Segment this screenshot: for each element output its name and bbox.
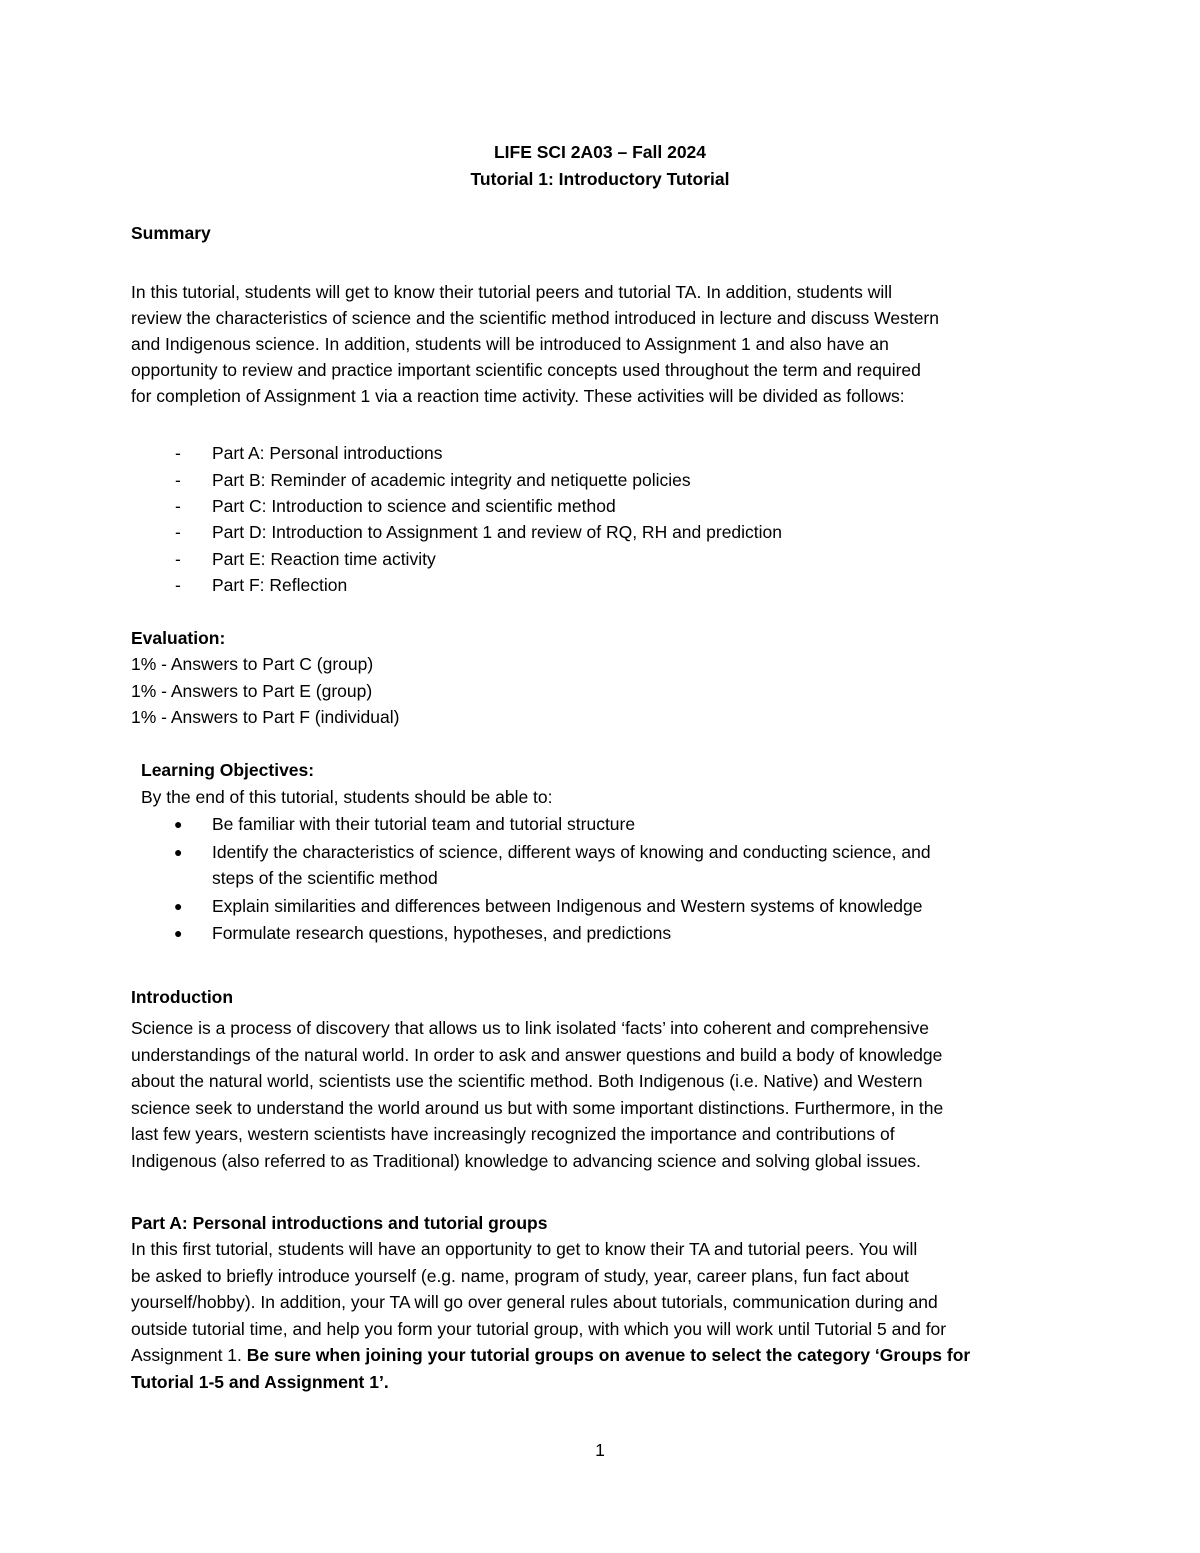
summary-line: for completion of Assignment 1 via a reaction time activity. These activities will be divided as follows: <box>131 386 905 406</box>
introduction-line: last few years, western scientists have increasingly recognized the importance and contributions of <box>131 1124 895 1144</box>
evaluation-heading: Evaluation: <box>131 628 226 648</box>
introduction-line: science seek to understand the world around us but with some important distinctions. Furthermore, in the <box>131 1098 944 1118</box>
evaluation-item: 1% - Answers to Part E (group) <box>131 681 373 701</box>
part-list-item: Part E: Reaction time activity <box>212 549 436 569</box>
course-title: LIFE SCI 2A03 – Fall 2024 <box>493 142 707 162</box>
bullet-icon: ● <box>174 925 183 941</box>
part-a-line <box>131 1342 970 1368</box>
part-a-bold-text: Be sure when joining your tutorial groups on avenue to select the category ‘Groups for <box>246 1345 971 1365</box>
list-dash: - <box>175 443 181 463</box>
objectives-intro: By the end of this tutorial, students should be able to: <box>141 787 553 807</box>
introduction-line: about the natural world, scientists use the scientific method. Both Indigenous (i.e. Native) and Western <box>131 1071 923 1091</box>
list-dash: - <box>175 549 181 569</box>
part-a-line: yourself/hobby). In addition, your TA will go over general rules about tutorials, communication during and <box>131 1292 938 1312</box>
list-dash: - <box>175 522 181 542</box>
bullet-icon: ● <box>174 898 183 914</box>
objective-item-continued: steps of the scientific method <box>212 868 438 888</box>
part-list-item: Part B: Reminder of academic integrity and netiquette policies <box>212 470 691 490</box>
introduction-heading: Introduction <box>131 987 234 1007</box>
part-list-item: Part F: Reflection <box>212 575 348 595</box>
bullet-icon: ● <box>174 844 183 860</box>
list-dash: - <box>175 496 181 516</box>
objective-item: Formulate research questions, hypotheses, and predictions <box>212 923 672 943</box>
part-list-item: Part A: Personal introductions <box>212 443 443 463</box>
introduction-line: Science is a process of discovery that allows us to link isolated ‘facts’ into coherent and comprehensive <box>131 1018 929 1038</box>
evaluation-item: 1% - Answers to Part F (individual) <box>131 707 400 727</box>
objectives-heading: Learning Objectives: <box>141 760 315 780</box>
part-list-item: Part D: Introduction to Assignment 1 and review of RQ, RH and prediction <box>212 522 783 542</box>
list-dash: - <box>175 470 181 490</box>
part-a-plain-text: Assignment 1. <box>131 1345 247 1365</box>
objective-item: Identify the characteristics of science, different ways of knowing and conducting science, and <box>212 842 931 862</box>
list-dash: - <box>175 575 181 595</box>
part-a-heading: Part A: Personal introductions and tutorial groups <box>131 1213 548 1233</box>
summary-line: and Indigenous science. In addition, students will be introduced to Assignment 1 and also have an <box>131 334 889 354</box>
bullet-icon: ● <box>174 816 183 832</box>
page-number: 1 <box>595 1440 605 1460</box>
objective-item: Be familiar with their tutorial team and tutorial structure <box>212 814 636 834</box>
summary-line: opportunity to review and practice important scientific concepts used throughout the term and required <box>131 360 921 380</box>
objective-item: Explain similarities and differences between Indigenous and Western systems of knowledge <box>212 896 923 916</box>
part-a-bold-line: Tutorial 1-5 and Assignment 1’. <box>131 1372 389 1392</box>
part-a-line: In this first tutorial, students will have an opportunity to get to know their TA and tutorial peers. You will <box>131 1239 918 1259</box>
introduction-line: understandings of the natural world. In order to ask and answer questions and build a body of knowledge <box>131 1045 943 1065</box>
part-a-line: be asked to briefly introduce yourself (e.g. name, program of study, year, career plans, fun fact about <box>131 1266 909 1286</box>
part-list-item: Part C: Introduction to science and scientific method <box>212 496 616 516</box>
tutorial-title: Tutorial 1: Introductory Tutorial <box>470 169 730 189</box>
summary-heading: Summary <box>131 223 211 243</box>
summary-line: review the characteristics of science and the scientific method introduced in lecture and discuss Western <box>131 308 939 328</box>
evaluation-item: 1% - Answers to Part C (group) <box>131 654 374 674</box>
summary-line: In this tutorial, students will get to know their tutorial peers and tutorial TA. In addition, students will <box>131 282 892 302</box>
introduction-line: Indigenous (also referred to as Traditional) knowledge to advancing science and solving global issues. <box>131 1151 921 1171</box>
part-a-line: outside tutorial time, and help you form your tutorial group, with which you will work until Tutorial 5 and for <box>131 1319 947 1339</box>
